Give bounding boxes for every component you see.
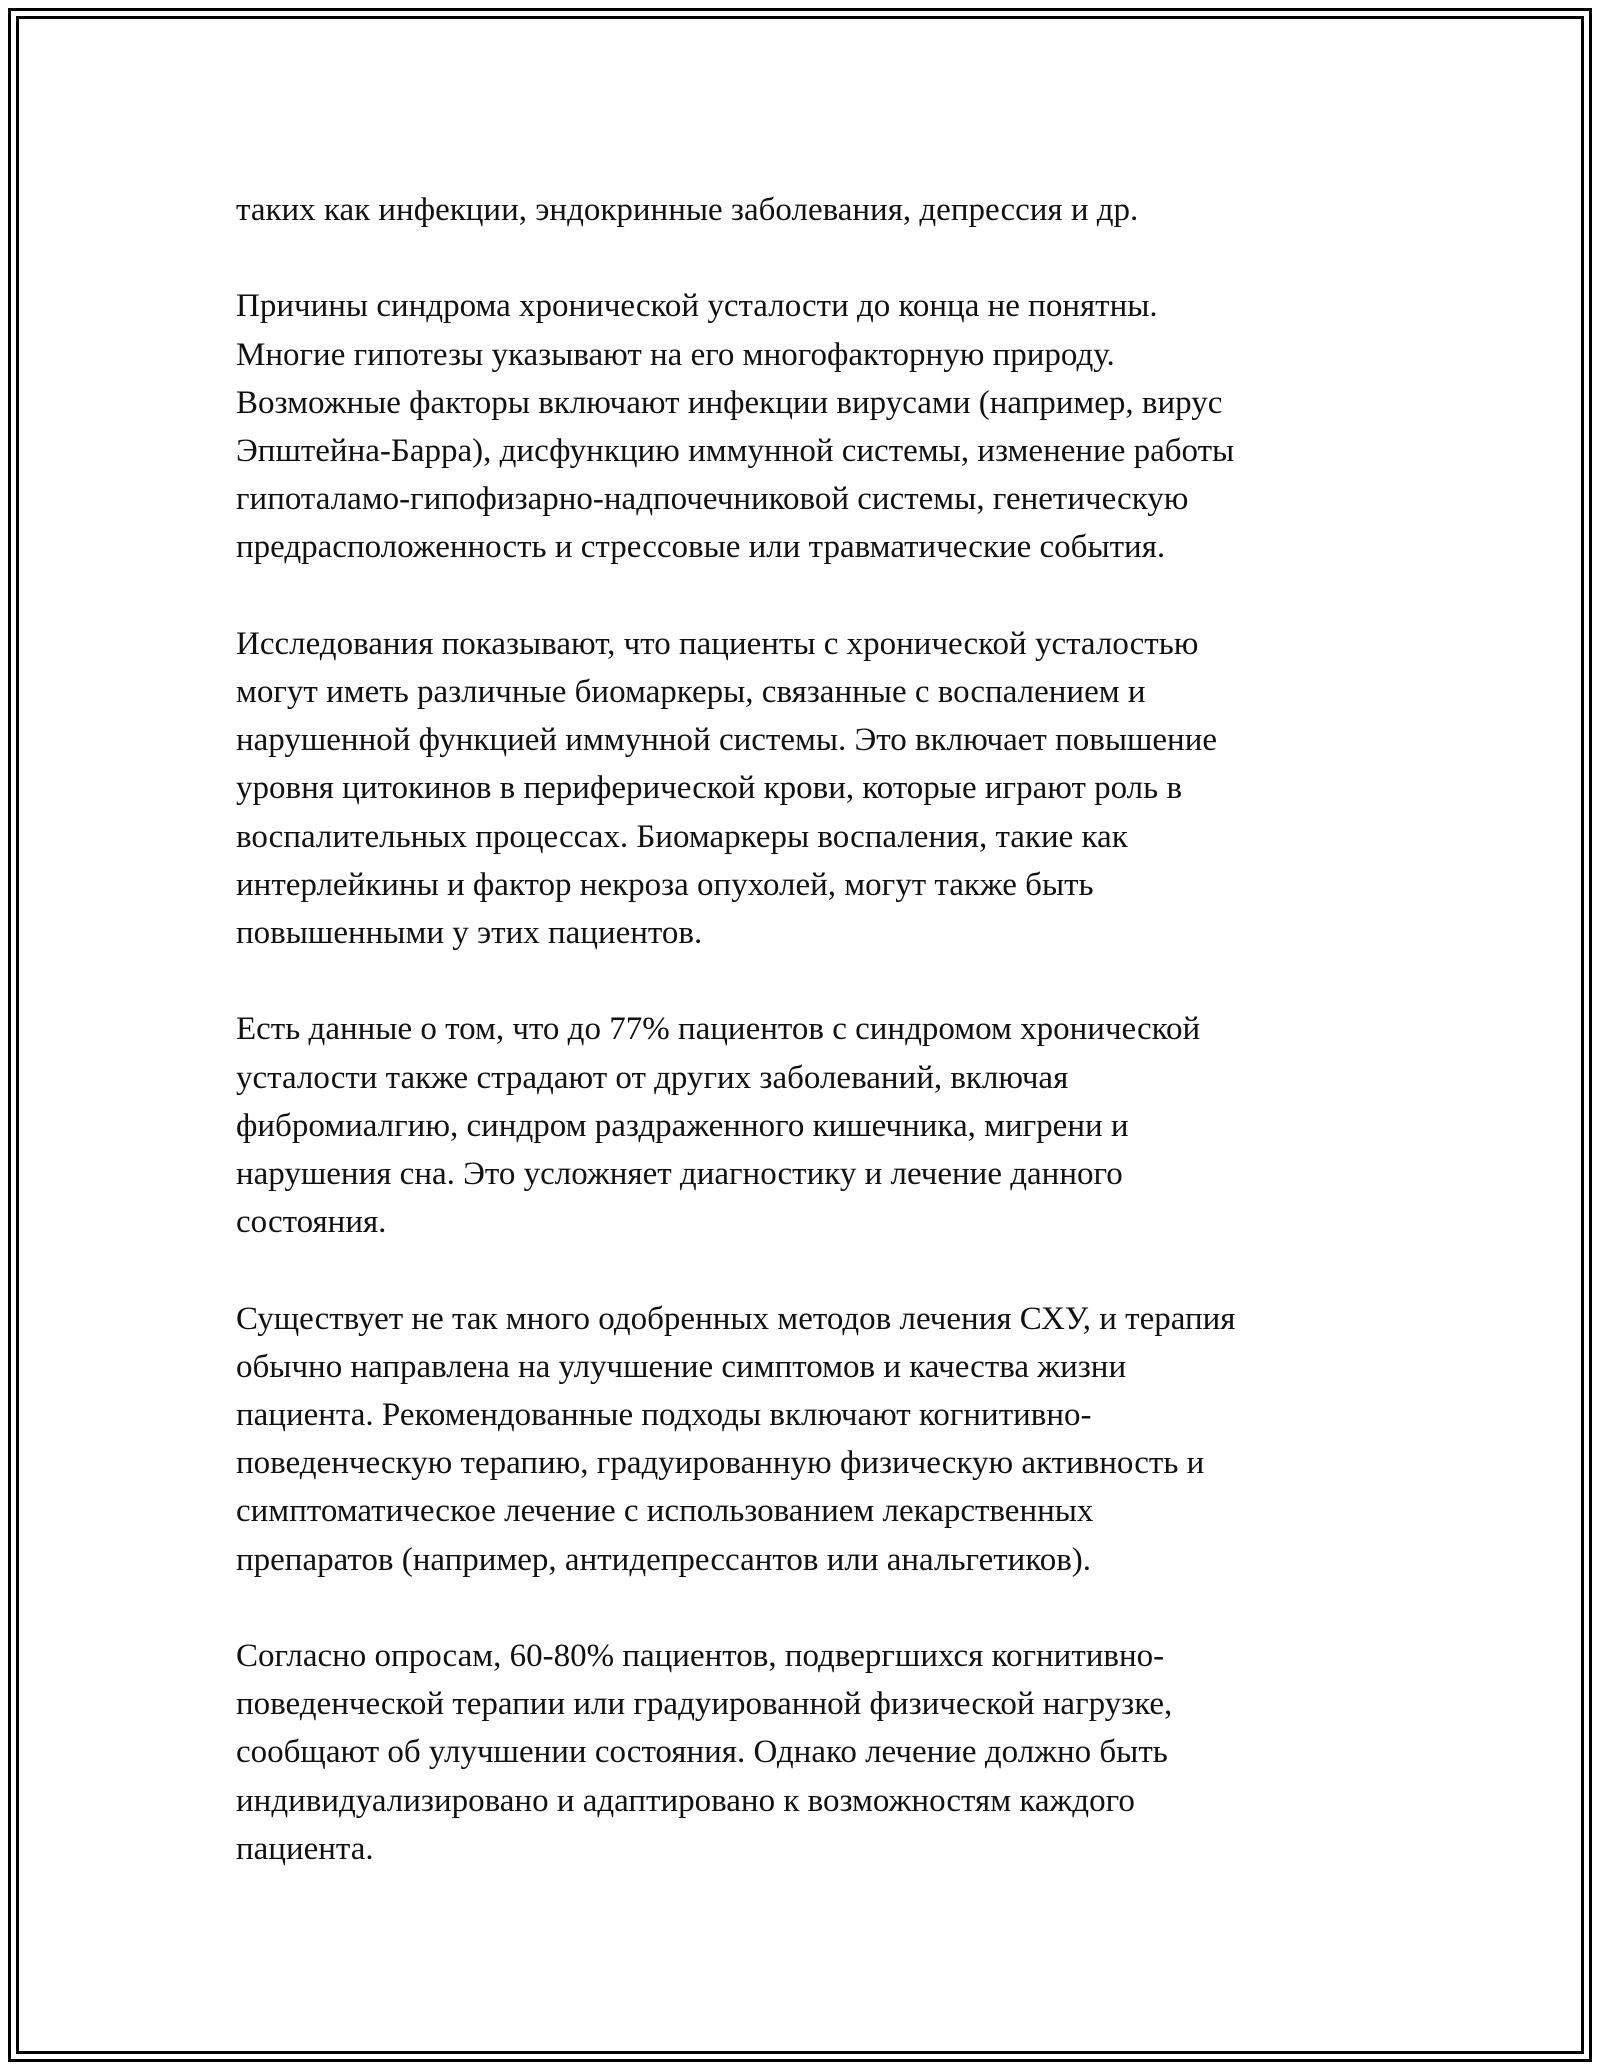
text-line: гипоталамо-гипофизарно-надпочечниковой системы, генетическую (236, 481, 1189, 518)
text-line: таких как инфекции, эндокринные заболевания, депрессия и др. (236, 192, 1139, 228)
text-line: нарушенной функцией иммунной системы. Это включает повышение (236, 722, 1218, 759)
text-line: воспалительных процессах. Биомаркеры воспаления, такие как (236, 818, 1128, 855)
text-line: Причины синдрома хронической усталости до конца не понятны. (236, 288, 1158, 325)
paragraph (236, 186, 1386, 234)
paragraph (236, 1295, 1386, 1584)
text-line: усталости также страдают от других заболеваний, включая (236, 1059, 1069, 1096)
text-line: индивидуализировано и адаптировано к возможностям каждого (236, 1782, 1135, 1819)
text-line: нарушения сна. Это усложняет диагностику и лечение данного (236, 1156, 1123, 1193)
text-line: препаратов (например, антидепрессантов или анальгетиков). (236, 1541, 1092, 1578)
text-line: повышенными у этих пациентов. (236, 915, 703, 952)
text-line: сообщают об улучшении состояния. Однако лечение должно быть (236, 1734, 1168, 1771)
text-line: предрасположенность и стрессовые или травматические события. (236, 529, 1166, 566)
text-line: интерлейкины и фактор некроза опухолей, могут также быть (236, 866, 1094, 903)
text-line: поведенческой терапии или градуированной физической нагрузке, (236, 1686, 1173, 1723)
text-line: уровня цитокинов в периферической крови, которые играют роль в (236, 770, 1183, 807)
text-line: Есть данные о том, что до 77% пациентов с синдромом хронической (236, 1011, 1201, 1048)
text-line: Возможные факторы включают инфекции вирусами (например, вирус (236, 384, 1223, 421)
text-line: симптоматическое лечение с использованием лекарственных (236, 1493, 1094, 1530)
paragraph (236, 1005, 1386, 1246)
text-line: Согласно опросам, 60-80% пациентов, подвергшихся когнитивно- (236, 1638, 1165, 1675)
text-line: поведенческую терапию, градуированную физическую активность и (236, 1445, 1205, 1482)
document-body (236, 186, 1386, 1921)
text-line: Эпштейна-Барра), дисфункцию иммунной системы, изменение работы (236, 433, 1235, 469)
text-line: Исследования показывают, что пациенты с хронической усталостью (236, 625, 1199, 662)
text-line: фибромиалгию, синдром раздраженного кишечника, мигрени и (236, 1107, 1129, 1144)
text-line: пациента. (236, 1830, 374, 1867)
text-line: состояния. (236, 1204, 387, 1241)
text-line: обычно направлена на улучшение симптомов и качества жизни (236, 1348, 1127, 1385)
text-line: Существует не так много одобренных методов лечения СХУ, и терапия (236, 1300, 1236, 1337)
text-line: Многие гипотезы указывают на его многофакторную природу. (236, 336, 1115, 373)
text-line: пациента. Рекомендованные подходы включают когнитивно- (236, 1397, 1092, 1434)
text-line: могут иметь различные биомаркеры, связанные с воспалением и (236, 674, 1146, 710)
paragraph (236, 282, 1386, 571)
paragraph (236, 620, 1386, 957)
paragraph (236, 1632, 1386, 1873)
